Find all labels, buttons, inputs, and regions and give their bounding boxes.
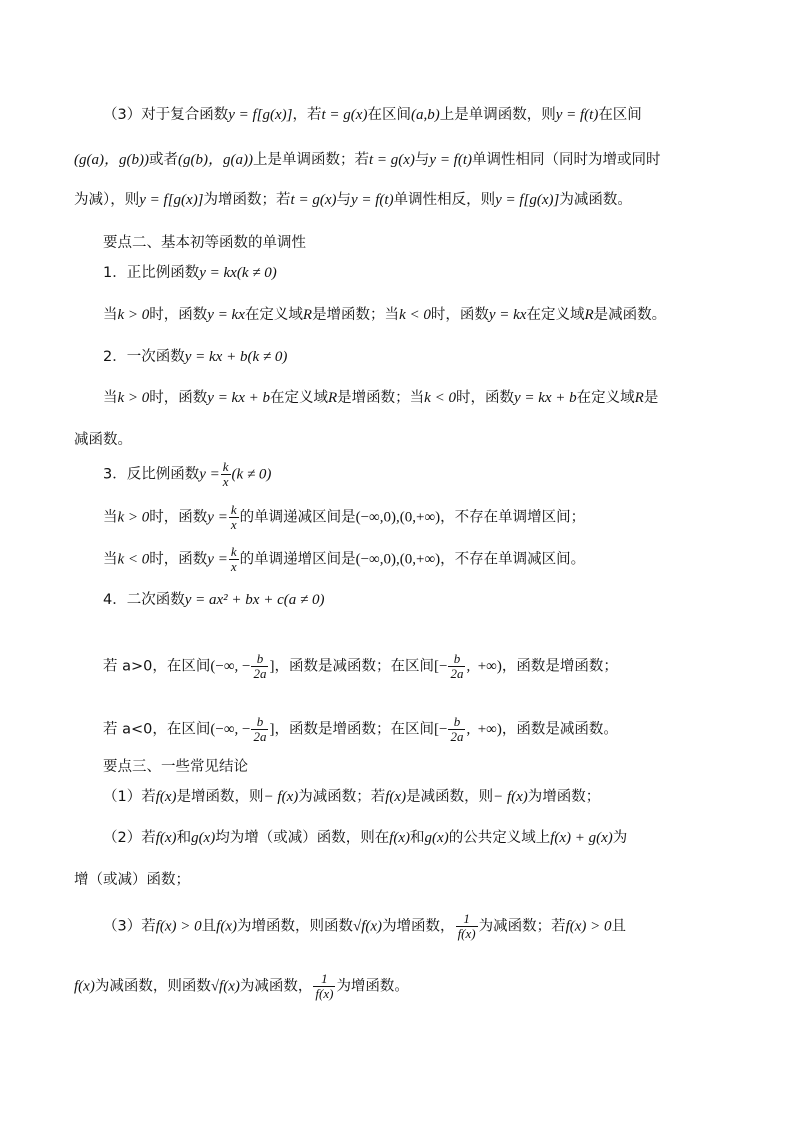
- text: 若 a<0，在区间: [103, 721, 211, 738]
- formula: k < 0: [117, 551, 150, 568]
- text: 为减函数，则函数: [94, 978, 211, 995]
- conclusion-3-line-2: [74, 972, 409, 1001]
- denominator: f(x): [315, 986, 334, 1001]
- text: 为减函数。: [559, 192, 632, 208]
- denominator: x: [222, 474, 229, 489]
- denominator: 2a: [450, 729, 464, 744]
- formula: y = f[g(x)]: [495, 192, 560, 208]
- text: 单调性相反，则: [393, 192, 496, 208]
- item-4-title: [103, 590, 324, 610]
- text: 在定义域: [576, 390, 635, 406]
- formula: g(x): [424, 830, 449, 846]
- numerator: k: [230, 502, 237, 517]
- numerator: 1: [456, 912, 478, 927]
- formula: (g(b)，g(a)): [177, 152, 253, 168]
- item-4-line-2: [103, 715, 618, 744]
- text: 单调性相同（同时为增或同时: [472, 152, 661, 168]
- fraction: [448, 715, 465, 744]
- formula: , +∞): [466, 721, 502, 738]
- formula: − f(x): [493, 789, 528, 805]
- item-3-line-1: [103, 503, 585, 532]
- formula: [−: [433, 658, 448, 675]
- fraction: [456, 912, 478, 941]
- item-2-title: [103, 347, 287, 367]
- denominator: 2a: [253, 666, 267, 681]
- heading-text: 要点三、一些常见结论: [103, 759, 248, 775]
- text: （3）若: [103, 918, 156, 935]
- formula: − f(x): [263, 789, 299, 805]
- item-3-title: [103, 460, 271, 489]
- item-2-line-1: [103, 388, 658, 408]
- text: 为: [612, 830, 628, 846]
- text: 在定义域: [244, 307, 303, 323]
- para-composite-line-3: [74, 190, 632, 210]
- numerator: k: [230, 544, 237, 559]
- text: 且: [611, 918, 627, 935]
- text: 时，函数: [149, 390, 208, 406]
- formula: y = kx + b: [513, 390, 577, 406]
- formula: y =: [199, 466, 220, 483]
- formula: √f(x): [353, 918, 383, 935]
- item-1-line: [103, 305, 666, 325]
- fraction: [313, 972, 335, 1001]
- text: 2．一次函数: [103, 349, 185, 365]
- formula: y = kx: [207, 307, 245, 323]
- text: 上是单调函数，则: [439, 107, 556, 123]
- text: 为减函数，: [239, 978, 313, 995]
- text: （1）若: [103, 789, 156, 805]
- item-4-line-1: [103, 652, 618, 681]
- fraction: [251, 652, 268, 681]
- item-3-line-2: [103, 545, 585, 574]
- heading-text: 要点二、基本初等函数的单调性: [103, 235, 306, 251]
- formula: (−∞,0),(0,+∞): [355, 509, 441, 526]
- text: 为增函数；: [527, 789, 601, 805]
- conclusion-2-line-1: [103, 828, 627, 848]
- denominator: 2a: [253, 729, 267, 744]
- text: 3．反比例函数: [103, 466, 200, 483]
- text: 是: [643, 390, 659, 406]
- text: ，函数是增函数；: [501, 658, 618, 675]
- denominator: x: [230, 517, 237, 532]
- text: ，函数是增函数；在区间: [274, 721, 434, 738]
- text: 当: [103, 509, 118, 526]
- formula: R: [584, 307, 594, 323]
- numerator: b: [251, 715, 268, 730]
- text: 为减函数；若: [478, 918, 566, 935]
- denominator: x: [230, 559, 237, 574]
- text: ，函数是减函数；在区间: [274, 658, 434, 675]
- text: 时，函数: [149, 551, 208, 568]
- text: 在定义域: [270, 390, 328, 406]
- formula: y =: [207, 551, 228, 568]
- text: 增（或减）函数；: [74, 872, 190, 888]
- formula: k > 0: [117, 390, 150, 406]
- text: 时，函数: [430, 307, 489, 323]
- text: 是增函数，则: [176, 789, 264, 805]
- formula: (k ≠ 0): [231, 466, 272, 483]
- text: 为增函数，则函数: [237, 918, 353, 935]
- fraction: [229, 503, 239, 532]
- formula: f(x): [389, 830, 411, 846]
- text: 4．二次函数: [103, 592, 185, 608]
- text: 为增函数，: [382, 918, 455, 935]
- conclusion-2-line-2: [74, 870, 190, 890]
- item-2-line-2: [74, 430, 132, 450]
- fraction: [448, 652, 465, 681]
- text: （2）若: [103, 830, 156, 846]
- formula: t = g(x): [321, 107, 368, 123]
- text: 的公共定义域上: [448, 830, 551, 846]
- formula: f(x): [155, 830, 177, 846]
- text: 在区间: [598, 107, 642, 123]
- numerator: b: [448, 715, 465, 730]
- fraction: [251, 715, 268, 744]
- text: 是增函数；当: [337, 390, 425, 406]
- formula: R: [634, 390, 644, 406]
- text: 时，函数: [455, 390, 514, 406]
- denominator: 2a: [450, 666, 464, 681]
- formula: f(x): [155, 789, 177, 805]
- formula: t = g(x): [368, 152, 415, 168]
- formula: k > 0: [117, 509, 150, 526]
- text: 或者: [148, 152, 178, 168]
- numerator: 1: [313, 972, 335, 987]
- text: 时，函数: [149, 509, 208, 526]
- formula: f(x): [216, 918, 237, 935]
- text: 时，函数: [149, 307, 208, 323]
- conclusion-1: [103, 787, 600, 807]
- text: 是减函数。: [593, 307, 667, 323]
- text: 在定义域: [526, 307, 585, 323]
- formula: (−∞, −: [210, 658, 251, 675]
- formula: f(x): [385, 789, 407, 805]
- section-heading-3: [103, 757, 248, 777]
- para-composite-line-2: [74, 150, 661, 170]
- text: 与: [414, 152, 430, 168]
- formula: (−∞, −: [210, 721, 251, 738]
- text: ，不存在单调增区间；: [440, 509, 586, 526]
- section-heading-2: [103, 233, 306, 253]
- text: 为减），则: [74, 192, 140, 208]
- formula: R: [328, 390, 338, 406]
- formula: y =: [207, 509, 228, 526]
- fraction: [229, 545, 239, 574]
- text: 上是单调函数；若: [252, 152, 369, 168]
- text: ，函数是减函数。: [501, 721, 618, 738]
- formula: f(x) + g(x): [550, 830, 613, 846]
- fraction: [221, 460, 231, 489]
- text: 和: [176, 830, 192, 846]
- text: 是增函数；当: [312, 307, 400, 323]
- formula: g(x): [191, 830, 216, 846]
- text: ，不存在单调减区间。: [440, 551, 586, 568]
- formula: f(x) > 0: [565, 918, 612, 935]
- formula: y = f[g(x)]: [139, 192, 204, 208]
- conclusion-3-line-1: [103, 912, 626, 941]
- formula: y = kx(k ≠ 0): [199, 265, 277, 281]
- text: 当: [103, 390, 118, 406]
- formula: f(x) > 0: [155, 918, 202, 935]
- formula: ]: [269, 658, 275, 675]
- formula: y = f(t): [429, 152, 473, 168]
- item-1-title: [103, 263, 277, 283]
- text: 当: [103, 307, 118, 323]
- formula: R: [302, 307, 313, 323]
- text: 若 a>0，在区间: [103, 658, 211, 675]
- numerator: b: [251, 652, 268, 667]
- text: 均为增（或减）函数，则在: [215, 830, 390, 846]
- text: 且: [201, 918, 217, 935]
- formula: √f(x): [210, 978, 240, 995]
- formula: k > 0: [117, 307, 150, 323]
- formula: y = kx: [488, 307, 527, 323]
- formula: k < 0: [399, 307, 431, 323]
- formula: y = f(t): [350, 192, 394, 208]
- formula: [−: [433, 721, 448, 738]
- text: ，若: [292, 107, 322, 123]
- denominator: f(x): [457, 926, 476, 941]
- text: 当: [103, 551, 118, 568]
- text: 为增函数；若: [203, 192, 291, 208]
- text: 1．正比例函数: [103, 265, 200, 281]
- formula: (a,b): [410, 107, 440, 123]
- formula: y = kx + b(k ≠ 0): [184, 349, 288, 365]
- formula: y = f(t): [555, 107, 599, 123]
- text: 在区间: [367, 107, 411, 123]
- formula: f(x): [74, 978, 95, 995]
- formula: ]: [269, 721, 275, 738]
- text: 的单调递增区间是: [239, 551, 356, 568]
- text: 与: [336, 192, 351, 208]
- text: 为减函数；若: [298, 789, 386, 805]
- text: 和: [410, 830, 425, 846]
- formula: t = g(x): [290, 192, 337, 208]
- numerator: k: [222, 459, 229, 474]
- formula: (g(a)，g(b)): [74, 152, 149, 168]
- text: 为增函数。: [336, 978, 409, 995]
- formula: , +∞): [466, 658, 502, 675]
- numerator: b: [448, 652, 465, 667]
- text: 减函数。: [74, 432, 132, 448]
- text: 的单调递减区间是: [239, 509, 356, 526]
- text: 是减函数，则: [406, 789, 494, 805]
- para-composite-line-1: [103, 105, 642, 125]
- formula: k < 0: [424, 390, 456, 406]
- formula: y = ax² + bx + c(a ≠ 0): [184, 592, 325, 608]
- text: （3）对于复合函数: [103, 107, 229, 123]
- formula: (−∞,0),(0,+∞): [355, 551, 441, 568]
- formula: y = f[g(x)]: [228, 107, 293, 123]
- formula: y = kx + b: [207, 390, 270, 406]
